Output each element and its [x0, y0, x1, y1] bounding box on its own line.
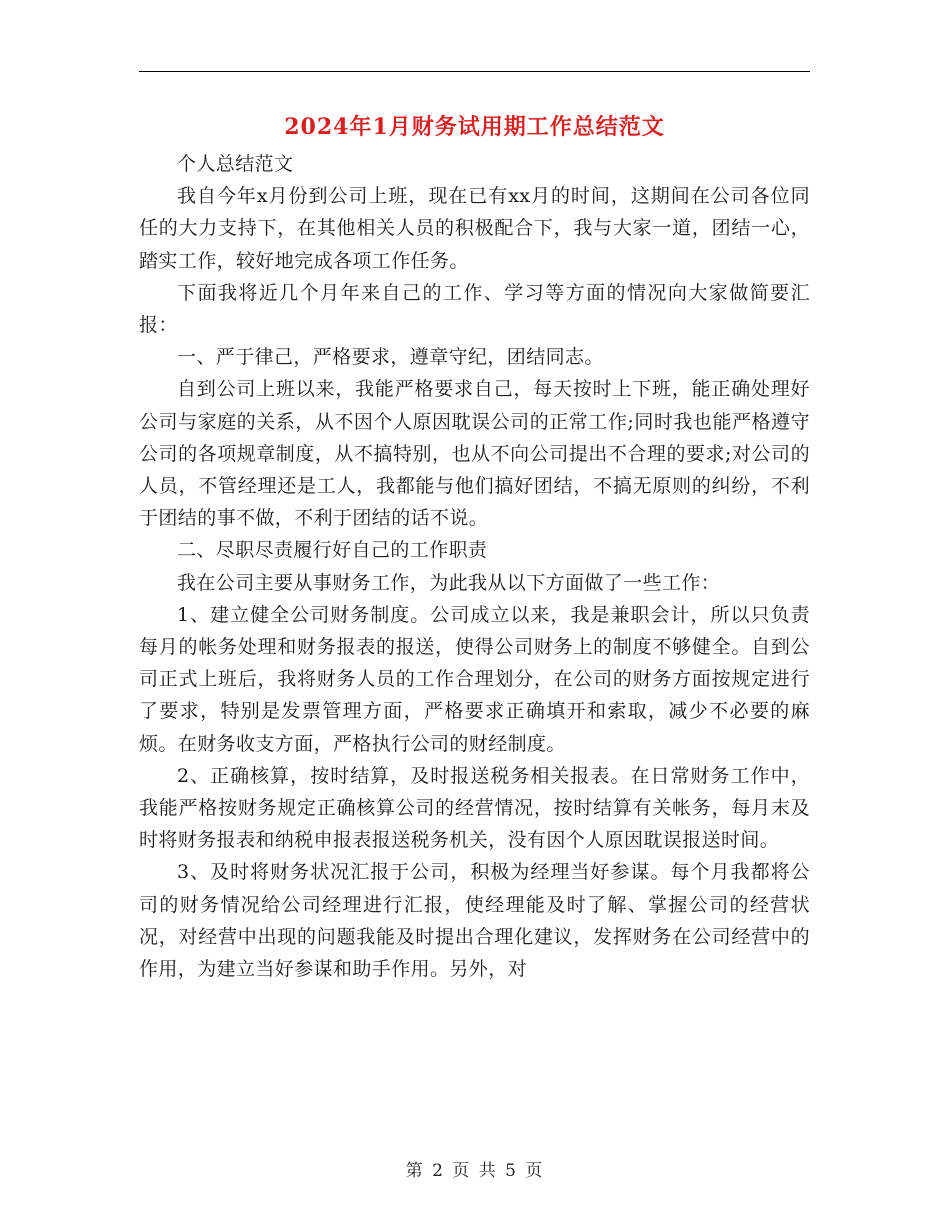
paragraph: 3、及时将财务状况汇报于公司，积极为经理当好参谋。每个月我都将公司的财务情况给公司经理进行汇报，使经理能及时了解、掌握公司的经营状况，对经营中出现的问题我能及时提出合理化建议，发挥财务在公司经营中的作用，为建立当好参谋和助手作用。另外，对 [139, 861, 810, 981]
paragraph: 我自今年x月份到公司上班，现在已有xx月的时间，这期间在公司各位同任的大力支持下，在其他相关人员的积极配合下，我与大家一道，团结一心，踏实工作，较好地完成各项工作任务。 [139, 185, 810, 272]
paragraph: 2、正确核算，按时结算，及时报送税务相关报表。在日常财务工作中，我能严格按财务规定正确核算公司的经营情况，按时结算有关帐务，每月末及时将财务报表和纳税申报表报送税务机关，没有因个人原因耽误报送时间。 [139, 764, 810, 852]
paragraph: 我在公司主要从事财务工作，为此我从以下方面做了一些工作： [177, 571, 721, 594]
document-body [139, 148, 810, 985]
document-title: 2024年1月财务试用期工作总结范文 [284, 114, 665, 140]
paragraph: 自到公司上班以来，我能严格要求自己，每天按时上下班，能正确处理好公司与家庭的关系，从不因个人原因耽误公司的正常工作;同时我也能严格遵守公司的各项规章制度，从不搞特别，也从不向公司提出不合理的要求;对公司的人员，不管经理还是工人，我都能与他们搞好团结，不搞无原则的纠纷，不利于团结的事不做，不利于团结的话不说。 [139, 378, 810, 530]
section-heading: 二、尽职尽责履行好自己的工作职责 [177, 539, 488, 562]
page-number: 第 2 页 共 5 页 [405, 1161, 545, 1181]
paragraph: 个人总结范文 [177, 153, 294, 175]
paragraph: 下面我将近几个月年来自己的工作、学习等方面的情况向大家做简要汇报： [139, 281, 810, 337]
paragraph: 1、建立健全公司财务制度。公司成立以来，我是兼职会计，所以只负责每月的帐务处理和财务报表的报送，使得公司财务上的制度不够健全。自到公司正式上班后，我将财务人员的工作合理划分，在公司的财务方面按规定进行了要求，特别是发票管理方面，严格要求正确填开和索取，减少不必要的麻烦。在财务收支方面，严格执行公司的财经制度。 [139, 603, 810, 755]
header-rule [139, 71, 810, 72]
section-heading: 一、严于律己，严格要求，遵章守纪，团结同志。 [177, 346, 604, 369]
